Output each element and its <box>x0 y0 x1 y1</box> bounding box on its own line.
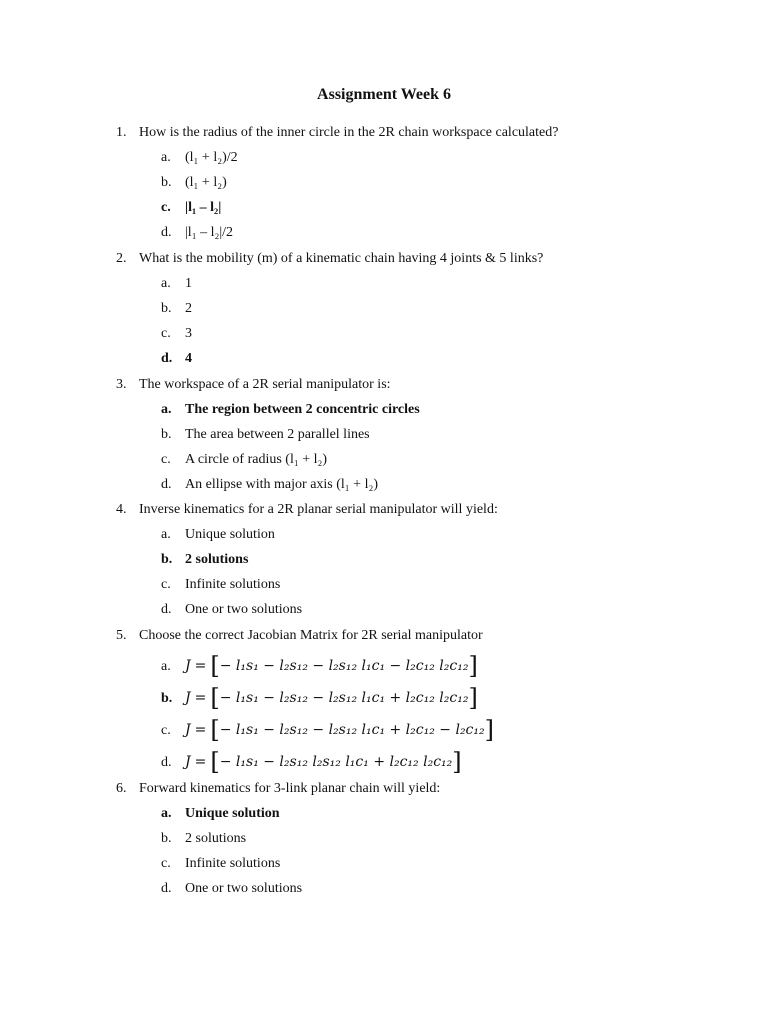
option-text: The area between 2 parallel lines <box>185 427 370 442</box>
question-text: Inverse kinematics for a 2R planar serial manipulator will yield: <box>139 502 498 517</box>
question-number: 3. <box>116 377 127 392</box>
option-1b <box>161 175 227 191</box>
jacobian-matrix-a <box>185 652 478 680</box>
option-text: One or two solutions <box>185 881 303 896</box>
question-6 <box>116 781 736 797</box>
option-3c <box>161 452 327 468</box>
option-text: One or two solutions <box>185 602 303 617</box>
option-5b-correct <box>161 684 478 712</box>
matrix-entries: − l₁s₁ − l₂s₁₂ l₂s₁₂ l₁c₁ + l₂c₁₂ l₂c₁₂ <box>219 754 453 770</box>
question-text: How is the radius of the inner circle in the 2R chain workspace calculated? <box>139 125 559 140</box>
question-number: 5. <box>116 628 127 643</box>
option-5c <box>161 716 494 744</box>
option-text: 1 <box>185 276 192 291</box>
option-5a <box>161 652 478 680</box>
question-2 <box>116 251 736 267</box>
option-letter: c. <box>161 452 171 467</box>
right-bracket-icon: ] <box>468 684 478 712</box>
option-2c <box>161 326 192 342</box>
option-4d <box>161 602 302 618</box>
right-bracket-icon: ] <box>484 716 495 744</box>
option-text: An ellipse with major axis (l₁ + l₂) <box>185 477 379 492</box>
option-letter: b. <box>161 427 172 442</box>
option-6b <box>161 831 246 847</box>
jacobian-matrix-c <box>185 716 495 744</box>
option-text: Infinite solutions <box>185 577 281 592</box>
left-bracket-icon: [ <box>210 716 220 744</box>
page-title: Assignment Week 6 <box>317 86 451 103</box>
option-1a <box>161 150 238 166</box>
option-text: Unique solution <box>185 806 280 821</box>
option-letter: d. <box>161 755 172 770</box>
option-text: (l₁ + l₂)/2 <box>185 150 238 165</box>
question-1 <box>116 125 736 141</box>
option-text: 2 solutions <box>185 831 247 846</box>
option-text: The region between 2 concentric circles <box>185 402 420 417</box>
option-text: 2 solutions <box>185 552 249 567</box>
option-letter: b. <box>161 301 172 316</box>
option-text: |l₁ – l₂| <box>185 200 222 215</box>
option-letter: c. <box>161 577 171 592</box>
option-2d-correct <box>161 351 192 367</box>
option-letter: a. <box>161 806 172 821</box>
option-text: A circle of radius (l₁ + l₂) <box>185 452 328 467</box>
option-letter: b. <box>161 831 172 846</box>
option-letter: d. <box>161 477 172 492</box>
equals-sign: = <box>194 722 207 738</box>
left-bracket-icon: [ <box>210 748 220 776</box>
option-letter: b. <box>161 175 172 190</box>
option-letter: c. <box>161 723 171 738</box>
option-4b-correct <box>161 552 248 568</box>
right-bracket-icon: ] <box>468 652 478 680</box>
question-number: 2. <box>116 251 127 266</box>
option-text: |l₁ – l₂|/2 <box>185 225 234 240</box>
equals-sign: = <box>194 754 207 770</box>
option-text: Infinite solutions <box>185 856 281 871</box>
question-text: Choose the correct Jacobian Matrix for 2R serial manipulator <box>139 628 483 643</box>
option-text: (l₁ + l₂) <box>185 175 227 190</box>
option-1d <box>161 225 233 241</box>
option-text: 3 <box>185 326 192 341</box>
option-letter: c. <box>161 200 171 215</box>
equals-sign: = <box>194 658 207 674</box>
jacobian-symbol: J <box>185 722 191 738</box>
option-text: Unique solution <box>185 527 275 542</box>
option-letter: d. <box>161 225 172 240</box>
question-text: What is the mobility (m) of a kinematic chain having 4 joints & 5 links? <box>139 251 544 266</box>
matrix-entries: − l₁s₁ − l₂s₁₂ − l₂s₁₂ l₁c₁ − l₂c₁₂ l₂c₁₂ <box>219 658 469 674</box>
jacobian-matrix-b <box>185 684 478 712</box>
option-4c <box>161 577 280 593</box>
option-letter: c. <box>161 326 171 341</box>
jacobian-symbol: J <box>185 658 191 674</box>
option-letter: b. <box>161 691 173 706</box>
option-4a <box>161 527 275 543</box>
jacobian-matrix-d <box>185 748 462 776</box>
question-number: 6. <box>116 781 127 796</box>
right-bracket-icon: ] <box>452 748 462 776</box>
option-letter: c. <box>161 856 171 871</box>
option-6a-correct <box>161 806 280 822</box>
option-5d <box>161 748 462 776</box>
question-text: Forward kinematics for 3-link planar chain will yield: <box>139 781 441 796</box>
option-3b <box>161 427 370 443</box>
option-2a <box>161 276 192 292</box>
question-number: 4. <box>116 502 127 517</box>
option-letter: d. <box>161 602 172 617</box>
left-bracket-icon: [ <box>210 652 220 680</box>
option-letter: d. <box>161 881 172 896</box>
question-4 <box>116 502 736 518</box>
jacobian-symbol: J <box>185 754 191 770</box>
question-text: The workspace of a 2R serial manipulator is: <box>139 377 391 392</box>
option-letter: a. <box>161 659 171 674</box>
left-bracket-icon: [ <box>210 684 220 712</box>
option-3a-correct <box>161 402 420 418</box>
option-text: 4 <box>185 351 192 366</box>
option-text: 2 <box>185 301 192 316</box>
matrix-entries: − l₁s₁ − l₂s₁₂ − l₂s₁₂ l₁c₁ + l₂c₁₂ − l₂c₁₂ <box>219 722 485 738</box>
option-letter: a. <box>161 402 172 417</box>
matrix-entries: − l₁s₁ − l₂s₁₂ − l₂s₁₂ l₁c₁ + l₂c₁₂ l₂c₁₂ <box>219 690 469 706</box>
option-letter: a. <box>161 150 171 165</box>
question-5 <box>116 628 736 644</box>
option-letter: a. <box>161 527 171 542</box>
question-number: 1. <box>116 125 127 140</box>
option-3d <box>161 477 378 493</box>
question-3 <box>116 377 736 393</box>
equals-sign: = <box>194 690 207 706</box>
option-letter: b. <box>161 552 173 567</box>
option-6c <box>161 856 280 872</box>
option-2b <box>161 301 192 317</box>
jacobian-symbol: J <box>185 690 191 706</box>
option-1c-correct <box>161 200 221 216</box>
option-6d <box>161 881 302 897</box>
option-letter: d. <box>161 351 173 366</box>
option-letter: a. <box>161 276 171 291</box>
